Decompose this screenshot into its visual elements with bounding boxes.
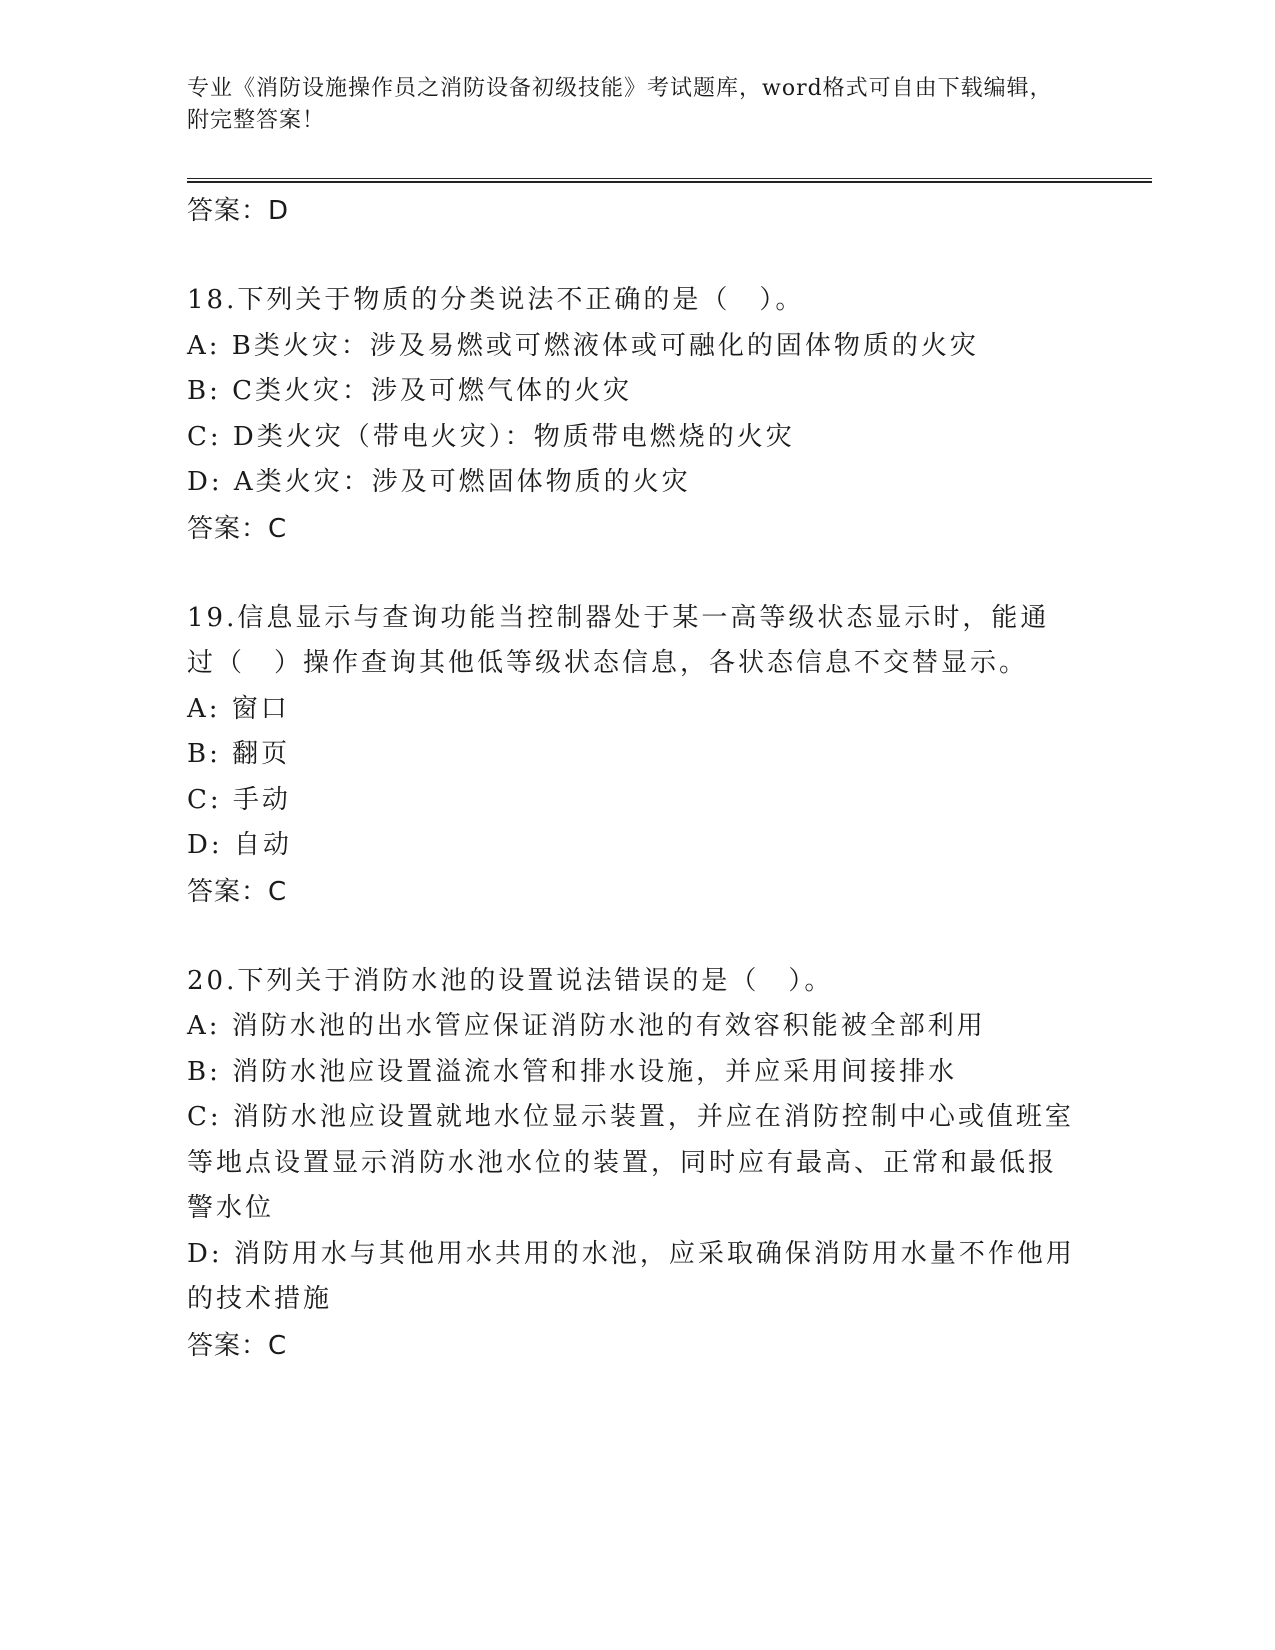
question-20 xyxy=(187,959,1077,1369)
question-19 xyxy=(187,596,1077,915)
question-18 xyxy=(187,278,1077,552)
page-header-text: 专业《消防设施操作员之消防设备初级技能》考试题库，word格式可自由下载编辑，附完整答案！ xyxy=(187,76,1053,133)
question-20-option-d: D: 消防用水与其他用水共用的水池，应采取确保消防用水量不作他用的技术措施 xyxy=(187,1238,1075,1314)
question-19-option-c: C: 手动 xyxy=(187,784,291,815)
question-list xyxy=(187,188,1077,1369)
question-20-option-c: C: 消防水池应设置就地水位显示装置，并应在消防控制中心或值班室等地点设置显示消防水池水位的装置，同时应有最高、正常和最低报警水位 xyxy=(187,1102,1074,1223)
question-18-option-b: B: C类火灾：涉及可燃气体的火灾 xyxy=(187,376,633,406)
spacer xyxy=(187,552,1077,596)
question-18-option-c: C: D类火灾（带电火灾）：物质带电燃烧的火灾 xyxy=(187,421,795,452)
spacer xyxy=(187,234,1077,278)
question-20-stem: 20.下列关于消防水池的设置说法错误的是（ ）。 xyxy=(187,965,834,996)
question-19-option-b: B: 翻页 xyxy=(187,739,291,769)
question-20-option-b: B: 消防水池应设置溢流水管和排水设施，并应采用间接排水 xyxy=(187,1056,958,1087)
question-18-option-a: A: B类火灾：涉及易燃或可燃液体或可融化的固体物质的火灾 xyxy=(187,330,979,361)
question-19-stem: 19.信息显示与查询功能当控制器处于某一高等级状态显示时，能通过（ ）操作查询其他低等级状态信息，各状态信息不交替显示。 xyxy=(187,602,1050,678)
question-18-answer: 答案：C xyxy=(187,513,288,544)
question-18-option-d: D: A类火灾：涉及可燃固体物质的火灾 xyxy=(187,467,691,497)
question-19-option-a: A: 窗口 xyxy=(187,693,290,724)
spacer xyxy=(187,915,1077,959)
question-19-option-d: D: 自动 xyxy=(187,830,292,860)
question-20-answer: 答案：C xyxy=(187,1330,288,1361)
question-18-stem: 18.下列关于物质的分类说法不正确的是（ ）。 xyxy=(187,285,805,315)
header-divider-thin xyxy=(187,178,1152,179)
answer-line-17: 答案：D xyxy=(187,196,290,226)
header-divider-thick xyxy=(187,181,1152,183)
question-20-option-a: A: 消防水池的出水管应保证消防水池的有效容积能被全部利用 xyxy=(187,1011,986,1041)
question-19-answer: 答案：C xyxy=(187,876,288,907)
